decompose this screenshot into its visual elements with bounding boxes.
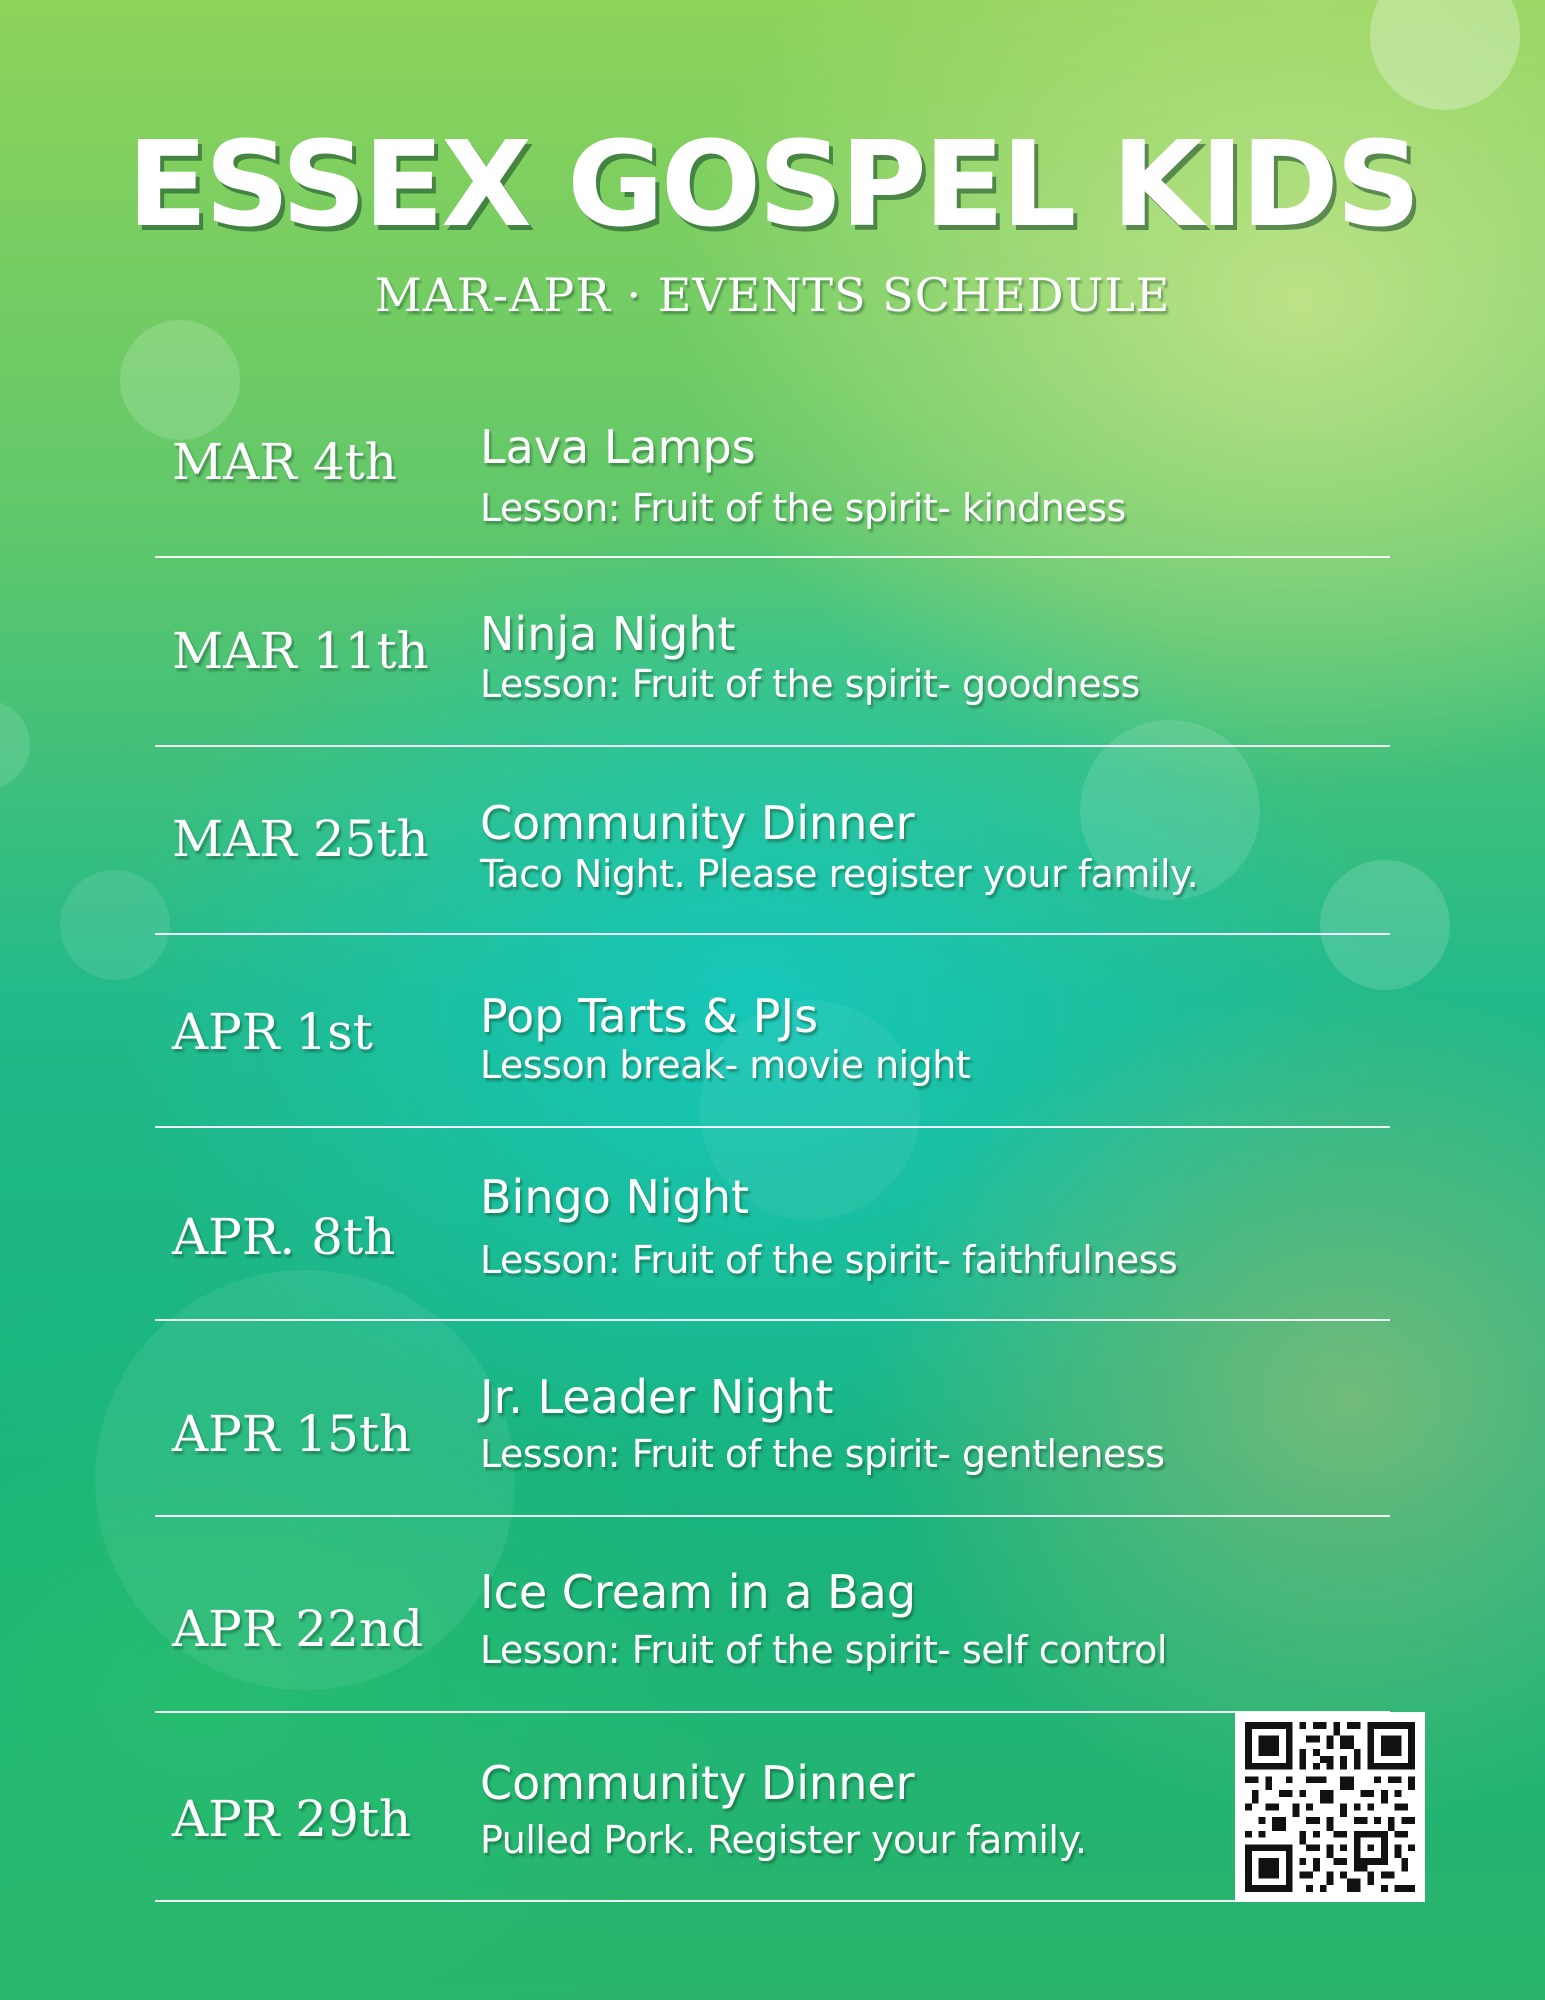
bokeh-light (0, 700, 30, 790)
qr-code-icon (1245, 1722, 1415, 1892)
bokeh-light (1370, 0, 1520, 110)
event-date: APR. 8th (172, 1208, 396, 1266)
event-date: APR 15th (172, 1405, 412, 1463)
event-description: Lesson: Fruit of the spirit- gentleness (480, 1432, 1165, 1476)
event-date: MAR 4th (172, 433, 397, 491)
event-description: Lesson: Fruit of the spirit- faithfulness (480, 1238, 1178, 1282)
event-description: Lesson break- movie night (480, 1043, 971, 1087)
row-divider (155, 1711, 1390, 1713)
event-description: Taco Night. Please register your family. (480, 852, 1199, 896)
event-title: Jr. Leader Night (480, 1370, 834, 1424)
page-subtitle: MAR-APR · EVENTS SCHEDULE (374, 268, 1171, 322)
event-date: MAR 25th (172, 810, 429, 868)
event-date: APR 29th (172, 1790, 412, 1848)
event-description: Lesson: Fruit of the spirit- self control (480, 1628, 1167, 1672)
event-title: Bingo Night (480, 1170, 750, 1224)
row-divider (155, 1319, 1390, 1321)
bokeh-light (60, 870, 170, 980)
qr-code[interactable] (1235, 1712, 1425, 1902)
row-divider (155, 933, 1390, 935)
row-divider (155, 1900, 1390, 1902)
event-description: Lesson: Fruit of the spirit- goodness (480, 662, 1140, 706)
event-date: APR 22nd (172, 1600, 424, 1658)
row-divider (155, 1126, 1390, 1128)
page-title: ESSEX GOSPEL KIDS (127, 115, 1418, 253)
event-description: Lesson: Fruit of the spirit- kindness (480, 486, 1126, 530)
bokeh-light (1320, 860, 1450, 990)
event-title: Pop Tarts & PJs (480, 989, 819, 1043)
event-title: Community Dinner (480, 1756, 915, 1810)
event-title: Ninja Night (480, 607, 736, 661)
row-divider (155, 1515, 1390, 1517)
bokeh-light (120, 320, 240, 440)
event-title: Community Dinner (480, 796, 915, 850)
row-divider (155, 745, 1390, 747)
event-description: Pulled Pork. Register your family. (480, 1818, 1087, 1862)
event-title: Ice Cream in a Bag (480, 1565, 917, 1619)
row-divider (155, 556, 1390, 558)
event-date: APR 1st (172, 1003, 373, 1061)
event-title: Lava Lamps (480, 420, 756, 474)
event-date: MAR 11th (172, 622, 429, 680)
